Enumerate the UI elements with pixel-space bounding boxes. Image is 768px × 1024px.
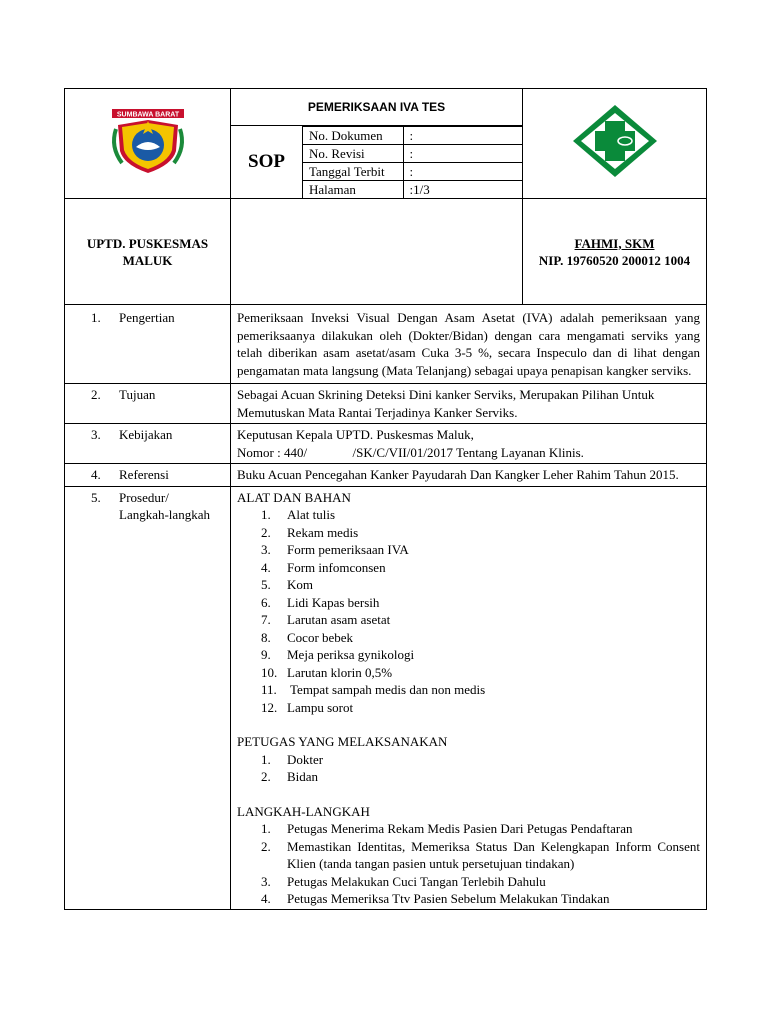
list-item: 9. Meja periksa gynikologi — [261, 647, 415, 662]
meta-label: No. Revisi — [303, 145, 403, 163]
signer-nip: NIP. 19760520 200012 1004 — [538, 252, 691, 268]
sop-body-table — [64, 304, 707, 910]
langkah-title: LANGKAH-LANGKAH — [237, 803, 370, 819]
alat-title: ALAT DAN BAHAN — [237, 489, 351, 505]
org-line-1: UPTD. PUSKESMAS — [86, 235, 209, 251]
meta-label: Halaman — [303, 181, 403, 199]
list-item: 1. Dokter — [261, 751, 324, 767]
list-item: 1. Petugas Menerima Rekam Medis Pasien Dari Petugas Pendaftaran — [261, 821, 633, 836]
section-label: 2. Tujuan — [65, 384, 231, 424]
section-label: 4. Referensi — [65, 464, 231, 487]
list-item: 12. Lampu sorot — [261, 699, 354, 715]
list-item: 8. Cocor bebek — [261, 629, 354, 645]
document-meta-table — [303, 126, 522, 198]
list-item: 2. Rekam medis — [261, 524, 359, 540]
signer-name: FAHMI, SKM — [574, 235, 655, 251]
document-meta-cell — [303, 126, 523, 199]
list-item: 5. Kom — [261, 577, 313, 592]
list-item: 11. Tempat sampah medis dan non medis — [261, 682, 486, 697]
list-item: 10. Larutan klorin 0,5% — [261, 664, 393, 680]
signer-block — [523, 199, 707, 305]
meta-value: :1/3 — [403, 181, 522, 199]
meta-row — [303, 181, 522, 199]
meta-value: : — [403, 127, 522, 145]
section-row-kebijakan — [65, 424, 707, 464]
section-label: 5. Prosedur/ Langkah-langkah — [65, 486, 231, 909]
list-item: 1. Alat tulis — [261, 507, 336, 522]
list-item: 4. Petugas Memeriksa Ttv Pasien Sebelum Melakukan Tindakan — [261, 891, 610, 906]
policy-line-1: Keputusan Kepala UPTD. Puskesmas Maluk, — [237, 427, 474, 442]
list-item: 2. Bidan — [261, 769, 319, 784]
meta-value: : — [403, 145, 522, 163]
section-text — [231, 424, 707, 464]
petugas-title: PETUGAS YANG MELAKSANAKAN — [237, 734, 448, 749]
puskesmas-logo-icon — [567, 101, 663, 181]
list-item: 2. Memastikan Identitas, Memeriksa Status Dan Kelengkapan Inform Consent Klien (tanda tangan pasien untuk persetujuan tindakan) — [261, 838, 700, 871]
sop-label: SOP — [231, 126, 303, 199]
section-label: 1. Pengertian — [65, 305, 231, 384]
section-row-tujuan — [65, 384, 707, 424]
section-text: Buku Acuan Pencegahan Kanker Payudarah Dan Kangker Leher Rahim Tahun 2015. — [231, 464, 707, 487]
sumbawa-barat-logo-icon — [102, 107, 194, 175]
procedure-content — [231, 486, 707, 909]
meta-row — [303, 127, 522, 145]
section-label: 3. Kebijakan — [65, 424, 231, 464]
logo-banner-text: SUMBAWA BARAT — [116, 111, 179, 119]
alat-list — [237, 506, 700, 716]
policy-line-2: Nomor : 440/ /SK/C/VII/01/2017 Tentang Layanan Klinis. — [237, 444, 584, 460]
list-item: 7. Larutan asam asetat — [261, 612, 391, 627]
section-row-prosedur — [65, 486, 707, 909]
org-line-2: MALUK — [122, 252, 173, 268]
section-text: Sebagai Acuan Skrining Deteksi Dini kanker Serviks, Merupakan Pilihan Untuk Memutuskan Mata Rantai Terjadinya Kanker Serviks. — [231, 384, 707, 424]
meta-row — [303, 145, 522, 163]
list-item: 4. Form infomconsen — [261, 559, 386, 575]
section-text: Pemeriksaan Inveksi Visual Dengan Asam Asetat (IVA) adalah pemeriksaan yang pemeriksaanya dilakukan oleh (Dokter/Bidan) dengan cara mengamati serviks yang telah diberikan asam asetat/asam Cuka 3-5 %, secara Inspeculo dan di lihat dengan pengamatan mata langsung (Mata Telanjang) sebagai upaya penapisan kangker serviks. — [231, 305, 707, 384]
petugas-list — [237, 751, 700, 786]
list-item: 6. Lidi Kapas bersih — [261, 594, 380, 610]
section-row-pengertian — [65, 305, 707, 384]
document-title: PEMERIKSAAN IVA TES — [231, 89, 523, 126]
meta-label: No. Dokumen — [303, 127, 403, 145]
sop-document — [64, 88, 706, 910]
meta-row — [303, 163, 522, 181]
sop-header-table — [64, 88, 707, 305]
meta-label: Tanggal Terbit — [303, 163, 403, 181]
regency-logo-cell — [65, 89, 231, 199]
list-item: 3. Petugas Melakukan Cuci Tangan Terlebih Dahulu — [261, 873, 546, 889]
blank-cell — [231, 199, 523, 305]
organization-name — [65, 199, 231, 305]
meta-value: : — [403, 163, 522, 181]
langkah-list — [237, 820, 700, 908]
list-item: 3. Form pemeriksaan IVA — [261, 542, 409, 557]
section-row-referensi — [65, 464, 707, 487]
puskesmas-logo-cell — [523, 89, 707, 199]
